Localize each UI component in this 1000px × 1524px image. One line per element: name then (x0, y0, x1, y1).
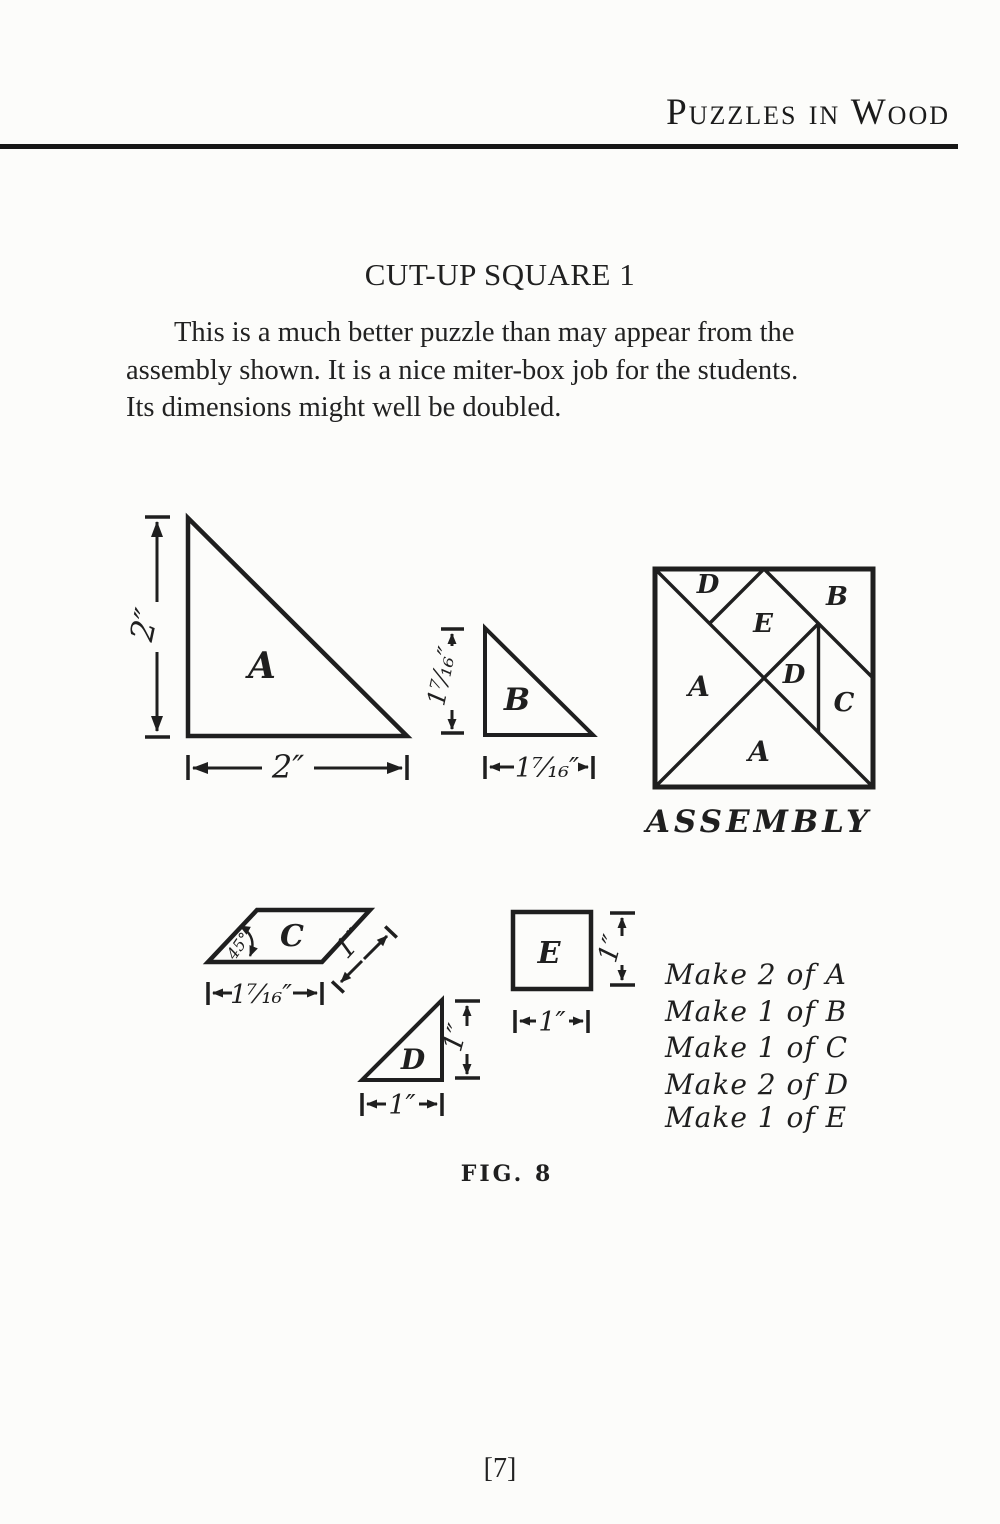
assembly-label-a1: A (688, 670, 710, 703)
assembly-label-e: E (753, 609, 773, 639)
make-list-item: Make 1 of B (665, 995, 848, 1028)
piece-a-height-label: 2″ (122, 604, 167, 645)
running-head: Puzzles in Wood (666, 92, 950, 133)
piece-b-width-label: 1⁷⁄₁₆″ (514, 753, 580, 784)
piece-c-angle-label: 45° (222, 928, 255, 963)
piece-c-width-dimension (208, 980, 322, 1010)
assembly-label-b: B (826, 582, 848, 612)
assembly-label-c: C (833, 688, 855, 718)
paragraph-line: This is a much better puzzle than may appear from the (174, 317, 795, 348)
piece-a-width-dimension (188, 748, 407, 786)
piece-b-drawing (421, 628, 593, 784)
assembly-title: ASSEMBLY (645, 804, 873, 840)
assembly-label-a2: A (748, 735, 770, 768)
section-title: CUT-UP SQUARE 1 (364, 257, 636, 292)
figure-8 (100, 480, 900, 1190)
figure-drawing (100, 480, 900, 1190)
piece-d-width-label: 1″ (388, 1090, 416, 1121)
piece-e-width-label: 1″ (538, 1007, 566, 1038)
piece-a-letter: A (248, 645, 276, 687)
piece-a-width-label: 2″ (271, 748, 305, 786)
page-number: [7] (483, 1453, 517, 1484)
make-list-item: Make 1 of E (665, 1101, 848, 1134)
triangle-a-shape (188, 518, 407, 736)
paragraph-line: Its dimensions might well be doubled. (126, 392, 562, 423)
figure-caption: FIG. 8 (460, 1161, 554, 1187)
make-list-item: Make 1 of C (665, 1031, 849, 1064)
piece-e-letter: E (537, 936, 561, 971)
piece-e-height-label: 1″ (592, 931, 630, 966)
piece-c-drawing (208, 910, 397, 1010)
assembly-diagram (643, 569, 873, 840)
make-list-item: Make 2 of D (665, 1068, 850, 1101)
assembly-label-d1: D (696, 570, 720, 600)
make-list-item: Make 2 of A (665, 958, 847, 991)
body-paragraph (126, 314, 871, 427)
piece-b-height-label: 1⁷⁄₁₆″ (421, 644, 463, 709)
piece-d-drawing (362, 1000, 480, 1121)
triangle-b-shape (485, 628, 593, 735)
piece-e-drawing (513, 912, 635, 1038)
piece-c-side-dimension (329, 924, 397, 993)
piece-c-side-label: 1″ (329, 923, 371, 965)
piece-e-height-dimension (592, 913, 635, 985)
piece-d-width-dimension (362, 1090, 442, 1121)
piece-b-letter: B (503, 682, 531, 718)
assembly-label-d2: D (782, 660, 806, 690)
piece-e-width-dimension (515, 1007, 588, 1038)
piece-a-drawing (122, 517, 407, 786)
piece-c-letter: C (280, 919, 304, 954)
piece-c-width-label: 1⁷⁄₁₆″ (230, 980, 292, 1010)
piece-a-height-dimension (122, 517, 170, 737)
piece-b-width-dimension (485, 753, 593, 784)
header-rule (0, 144, 958, 149)
piece-d-height-label: 1″ (437, 1020, 475, 1055)
paragraph-line: assembly shown. It is a nice miter-box job for the students. (126, 354, 799, 386)
piece-b-height-dimension (421, 629, 464, 733)
make-list (664, 958, 849, 1134)
piece-c-angle-annotation (222, 926, 254, 964)
piece-d-letter: D (400, 1043, 426, 1076)
